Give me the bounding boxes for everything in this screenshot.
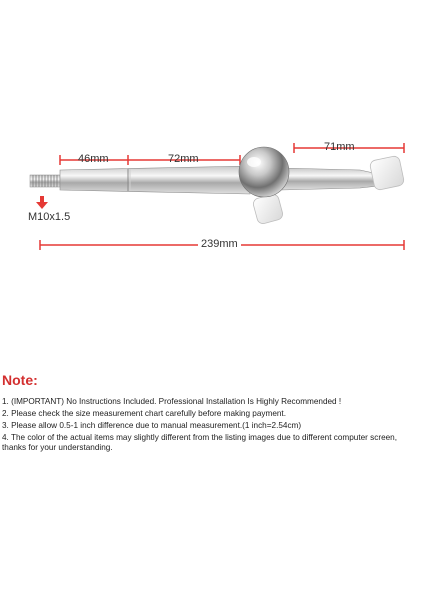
- note-list: [0, 397, 424, 453]
- dimension-label-239mm: 239mm: [198, 238, 241, 250]
- note-item-4: 4. The color of the actual items may slightly different from the listing images due to different computer screen, thanks for your understanding.: [2, 432, 398, 452]
- dimension-label-72mm: 72mm: [168, 153, 199, 165]
- note-item-1: 1. (IMPORTANT) No Instructions Included. Professional Installation Is Highly Recommended !: [2, 397, 342, 406]
- thread-size-label: M10x1.5: [28, 211, 71, 223]
- upper-lever: [280, 168, 378, 190]
- threaded-end: [30, 175, 60, 187]
- upper-knob-cap: [369, 155, 405, 191]
- lower-knob-cap: [252, 193, 284, 225]
- dimension-label-46mm: 46mm: [78, 153, 109, 165]
- red-down-arrow-icon: [36, 196, 48, 209]
- ball-pivot: [239, 147, 289, 197]
- note-item-2: 2. Please check the size measurement chart carefully before making payment.: [2, 408, 286, 418]
- product-figure: [0, 130, 424, 270]
- note-section: [0, 372, 424, 455]
- dimension-label-71mm: 71mm: [324, 141, 355, 153]
- shifter-shaft: [60, 166, 250, 194]
- note-item-3: 3. Please allow 0.5-1 inch difference due to manual measurement.(1 inch=2.54cm): [2, 420, 302, 430]
- note-title: Note:: [2, 372, 38, 388]
